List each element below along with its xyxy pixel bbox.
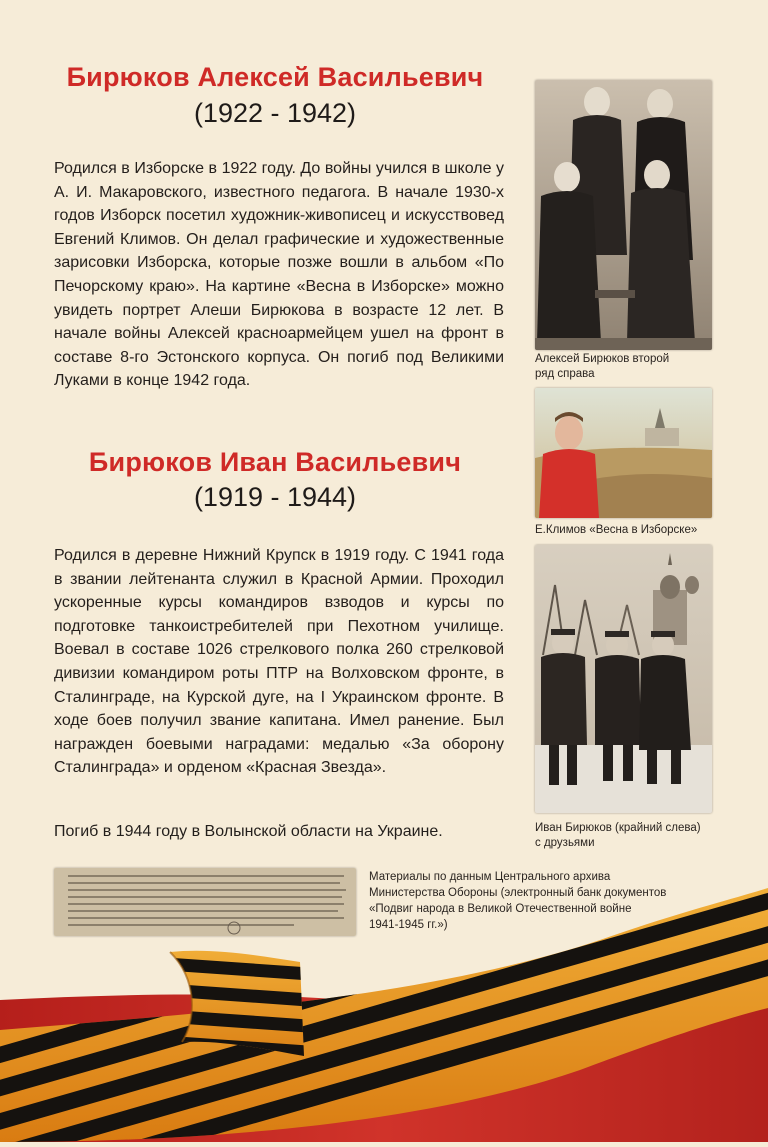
caption-winter-photo-line1: Иван Бирюков (крайний слева) [535,822,701,834]
person2-name: Бирюков Иван Васильевич [88,447,462,477]
person1-name: Бирюков Алексей Васильевич [66,62,484,92]
source-line-3: «Подвиг народа в Великой Отечественной войне [369,903,632,915]
caption-painting: Е.Климов «Весна в Изборске» [535,524,698,536]
person1-years: (1922 - 1942) [193,98,357,128]
source-line-2: Министерства Обороны (электронный банк документов [369,887,667,899]
caption-group-photo [535,352,725,382]
caption-winter-photo-line2: с друзьями [535,837,595,849]
source-line-4: 1941-1945 гг.») [369,919,448,931]
winter-photo-ivan [535,545,712,813]
caption-winter-photo [535,821,735,851]
person1-bio-text: Родился в Изборске в 1922 году. До войны учился в школе у А. И. Макаровского, известного педагога. В начале 1930-х годов Изборск посетил художник-живописец и искусствовед Евгений Климов. Он делал графические и художественные зарисовки Изборска, которые позже вошли в альбом «По Печорскому краю». На картине «Весна в Изборске» можно увидеть портрет Алеши Бирюкова в возрасте 12 лет. В начале войны Алексей красноармейцем ушел на фронт в составе 8-го Эстонского корпуса. Он погиб под Великими Луками в конце 1942 года. [54,160,504,390]
painting-vesna-v-izborske [535,388,712,518]
st-george-ribbon-decoration [0,880,768,1142]
person1-bio [54,157,504,393]
ribbon-graphic [0,880,768,1142]
person2-bio-text: Родился в деревне Нижний Крупск в 1919 году. С 1941 года в звании лейтенанта служил в Красной Армии. Проходил ускоренные курсы командиров взводов и курсы по подготовке танкоистребителей при Пехотном училище. Воевал в составе 1026 стрелкового полка 260 стрелковой дивизии командиром роты ПТР на Волховском фронте, в Сталинграде, на Курской дуге, на I Украинском фронте. В ходе боев получил звание капитана. Имел ранение. Был награжден боевыми наградами: медалью «За оборону Сталинграда» и орденом «Красная Звезда». [54,547,504,777]
person2-bio [54,544,504,780]
caption-group-photo-line2: ряд справа [535,368,595,380]
person2-years: (1919 - 1944) [193,482,357,512]
group-photo-image [535,80,712,350]
person2-death-note: Погиб в 1944 году в Волынской области на Украине. [54,823,443,840]
source-line-1: Материалы по данным Центрального архива [369,871,611,883]
winter-photo-image [535,545,712,813]
group-photo-aleksey [535,80,712,350]
caption-group-photo-line1: Алексей Бирюков второй [535,353,670,365]
painting-image [535,388,712,518]
